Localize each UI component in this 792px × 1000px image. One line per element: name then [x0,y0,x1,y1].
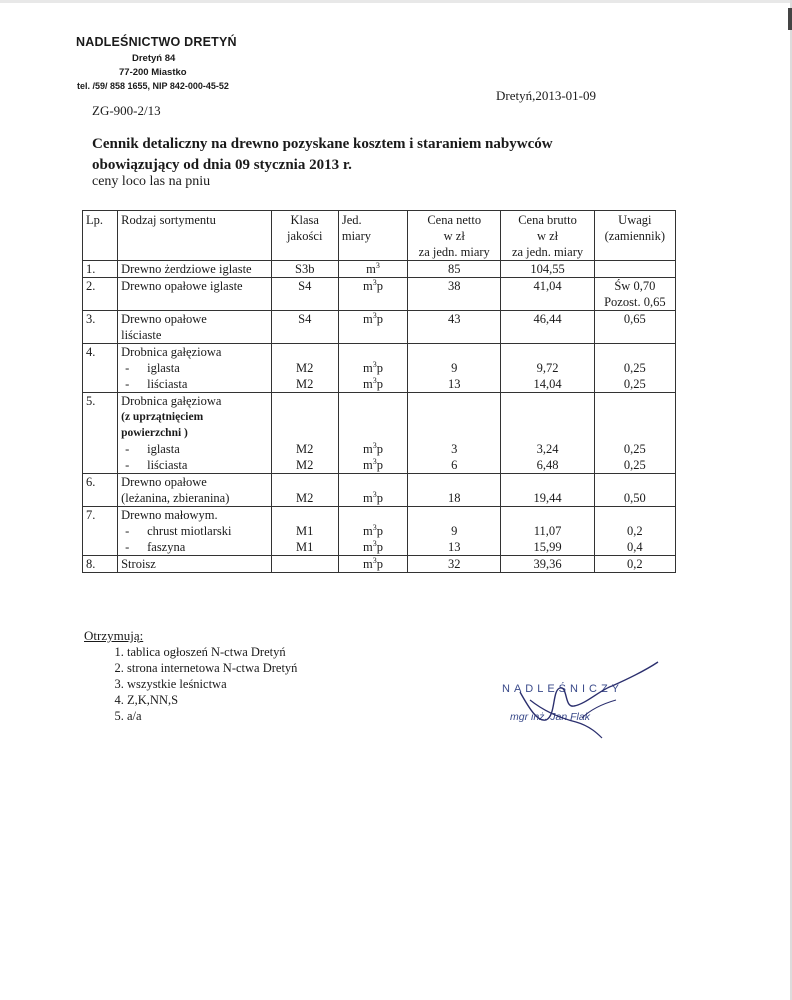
unit-sup: 3 [372,489,377,499]
header-name: Rodzaj sortymentu [118,211,272,261]
sub-unit [342,523,404,539]
signature-mark [490,660,670,740]
document-subtitle: ceny loco las na pniu [92,174,211,189]
unit-p: p [376,540,383,554]
cell-name [118,474,272,507]
header-klasa [271,211,338,261]
cell-unit [338,344,407,393]
sub-netto: 6 [451,458,458,472]
sub-name: iglasta [147,361,180,375]
sub-name: liściasta [147,377,188,391]
scan-mark [788,8,792,30]
cell-klasa: S4 [271,311,338,344]
unit-sup: 3 [372,310,377,320]
unit-p: p [376,312,383,326]
cell-name [118,393,272,474]
sub-item [121,441,268,457]
header-brutto-3: za jedn. miary [511,245,584,259]
dash: - [125,458,130,472]
list-item: 5. a/a [127,708,297,724]
unit-m: m [362,524,373,538]
sub-name: faszyna [147,540,186,554]
cell-uwagi [594,344,675,393]
cell-brutto: 39,36 [501,556,594,573]
header-netto-3: za jedn. miary [418,245,490,259]
sub-name: iglasta [147,442,180,456]
unit-m: m [362,312,373,326]
unit-sup: 3 [372,277,377,287]
sub-unit [342,360,404,376]
header-brutto-1: Cena brutto [518,213,577,227]
sub-unit [342,376,404,392]
sub-uwagi: 0,25 [623,377,646,391]
sub-uwagi: 0,4 [627,540,643,554]
cell-name: Drewno żerdziowe iglaste [118,261,272,278]
table-row [83,507,676,556]
group-note-1: (z uprzątnięciem [121,411,204,423]
header-lp: Lp. [83,211,118,261]
sub-uwagi: 0,25 [623,361,646,375]
cell-uwagi: 0,65 [594,311,675,344]
cell-netto: 43 [408,311,501,344]
group-name: Drobnica gałęziowa [121,394,222,408]
unit-p: p [376,442,383,456]
recipients-title: Otrzymują: [84,628,144,643]
org-city: 77-200 Miastko [119,67,187,78]
org-contact: tel. /59/ 858 1655, NIP 842-000-45-52 [77,81,229,91]
price-table [82,210,676,573]
cell-netto [408,393,501,474]
unit-p: p [376,377,383,391]
unit-sup: 3 [375,260,380,270]
sub-klasa: M2 [296,442,314,456]
sub-unit [342,539,404,555]
cell-lp: 6. [83,474,118,507]
cell-klasa: S4 [271,278,338,311]
dash: - [125,377,130,391]
cell-uwagi [594,393,675,474]
header-uwagi-1: Uwagi [618,213,652,227]
unit-sup: 3 [372,538,377,548]
cell-klasa [271,507,338,556]
cell-netto: 32 [408,556,501,573]
cell-lp: 3. [83,311,118,344]
name-line-2: (leżanina, zbieranina) [121,491,230,505]
unit-m: m [362,540,373,554]
cell-unit [338,507,407,556]
group-name: Drobnica gałęziowa [121,345,222,359]
unit-m: m [362,279,373,293]
sub-uwagi: 0,25 [623,442,646,456]
cell-brutto [501,393,594,474]
sub-uwagi: 0,2 [627,524,643,538]
document-title [92,134,652,176]
sub-brutto: 14,04 [533,377,562,391]
sub-netto: 13 [447,377,461,391]
header-jed-1: Jed. [341,213,362,227]
cell-name: Stroisz [118,556,272,573]
unit-sup: 3 [372,456,377,466]
sub-netto: 13 [447,540,461,554]
place-date: Dretyń,2013-01-09 [496,88,597,103]
scan-edge-top [0,0,792,3]
header-netto-2: w zł [443,229,465,243]
header-uwagi-2: (zamiennik) [604,229,666,243]
stamp-name: mgr inż. Jan Flak [510,711,590,723]
unit-p: p [376,361,383,375]
cell-uwagi [594,278,675,311]
list-item: 2. strona internetowa N-ctwa Dretyń [127,660,297,676]
cell-lp: 1. [83,261,118,278]
dash: - [125,540,130,554]
cell-unit [338,474,407,507]
cell-netto [408,507,501,556]
unit-p: p [376,279,383,293]
sub-item [121,376,268,392]
org-street: Dretyń 84 [132,53,176,64]
unit-p: p [376,458,383,472]
cell-brutto: 46,44 [501,311,594,344]
cell-name [118,344,272,393]
cell-unit [338,393,407,474]
cell-netto [408,474,501,507]
cell-lp: 8. [83,556,118,573]
cell-lp: 5. [83,393,118,474]
uwagi-line-1: Św 0,70 [614,279,656,293]
unit-m: m [366,262,376,276]
name-line-2: liściaste [121,328,162,342]
sub-name: liściasta [147,458,188,472]
unit-m: m [362,557,373,571]
table-row [83,556,676,573]
unit-sup: 3 [372,522,377,532]
name-line-1: Drewno opałowe [121,475,207,489]
cell-brutto [501,507,594,556]
sub-netto: 9 [451,524,458,538]
table-row [83,311,676,344]
unit-m: m [362,377,373,391]
stamp-title: NADLEŚNICZY [502,683,624,695]
cell-unit [338,556,407,573]
header-klasa-2: jakości [287,229,323,243]
cell-uwagi [594,507,675,556]
cell-netto [408,344,501,393]
header-klasa-1: Klasa [290,213,319,227]
sub-item [121,360,268,376]
unit-m: m [362,458,373,472]
cell-unit [338,261,407,278]
table-row [83,474,676,507]
uwagi-value: 0,50 [623,491,646,505]
header-brutto [501,211,594,261]
cell-klasa [271,344,338,393]
cell-lp: 2. [83,278,118,311]
sub-brutto: 9,72 [536,361,559,375]
brutto-value: 19,44 [533,491,562,505]
unit-sup: 3 [372,555,377,565]
unit-sup: 3 [372,359,377,369]
cell-brutto: 41,04 [501,278,594,311]
group-name: Drewno małowym. [121,508,218,522]
sub-item [121,539,268,555]
table-row [83,393,676,474]
cell-klasa [271,556,338,573]
cell-uwagi [594,261,675,278]
unit-p: p [376,524,383,538]
table-header-row [83,211,676,261]
table-row [83,278,676,311]
cell-lp: 4. [83,344,118,393]
header-uwagi [594,211,675,261]
table-row [83,344,676,393]
sub-klasa: M2 [296,361,314,375]
klasa-value: M2 [296,491,314,505]
sub-item [121,523,268,539]
cell-klasa [271,474,338,507]
uwagi-line-2: Pozost. 0,65 [604,295,666,309]
sub-netto: 3 [451,442,458,456]
sub-brutto: 15,99 [533,540,562,554]
header-jed-2: miary [341,229,372,243]
unit-p: p [376,557,383,571]
unit-p: p [376,491,383,505]
sub-klasa: M2 [296,458,314,472]
cell-netto: 85 [408,261,501,278]
cell-brutto: 104,55 [501,261,594,278]
sub-brutto: 11,07 [533,524,562,538]
sub-klasa: M2 [296,377,314,391]
cell-klasa [271,393,338,474]
sub-item [121,457,268,473]
cell-unit [338,311,407,344]
netto-value: 18 [447,491,461,505]
unit-sup: 3 [372,440,377,450]
header-jed [338,211,407,261]
unit-m: m [362,361,373,375]
dash: - [125,524,130,538]
sub-netto: 9 [451,361,458,375]
title-line-2: obowiązujący od dnia 09 stycznia 2013 r. [92,157,352,173]
sub-klasa: M1 [296,524,314,538]
org-name: NADLEŚNICTWO DRETYŃ [76,35,237,49]
cell-unit [338,278,407,311]
cell-name [118,311,272,344]
name-line-1: Drewno opałowe [121,312,207,326]
table-row [83,261,676,278]
sub-name: chrust miotlarski [147,524,232,538]
dash: - [125,361,130,375]
cell-lp: 7. [83,507,118,556]
group-note-2: powierzchni ) [121,427,188,439]
cell-name: Drewno opałowe iglaste [118,278,272,311]
cell-klasa: S3b [271,261,338,278]
header-netto [408,211,501,261]
sub-uwagi: 0,25 [623,458,646,472]
header-netto-1: Cena netto [427,213,482,227]
header-brutto-2: w zł [536,229,559,243]
sub-klasa: M1 [296,540,314,554]
title-line-1: Cennik detaliczny na drewno pozyskane kosztem i staraniem nabywców [92,136,553,152]
sub-brutto: 6,48 [536,458,559,472]
cell-uwagi: 0,2 [594,556,675,573]
cell-name [118,507,272,556]
cell-netto: 38 [408,278,501,311]
sub-unit [342,457,404,473]
list-item: 3. wszystkie leśnictwa [127,676,297,692]
dash: - [125,442,130,456]
sub-unit [342,441,404,457]
reference-number: ZG-900-2/13 [92,103,161,118]
recipients-list [92,644,297,724]
sub-brutto: 3,24 [536,442,559,456]
unit-m: m [362,491,373,505]
cell-brutto [501,344,594,393]
list-item: 4. Z,K,NN,S [127,692,297,708]
unit-m: m [362,442,373,456]
cell-brutto [501,474,594,507]
unit-sup: 3 [372,375,377,385]
cell-uwagi [594,474,675,507]
list-item: 1. tablica ogłoszeń N-ctwa Dretyń [127,644,297,660]
